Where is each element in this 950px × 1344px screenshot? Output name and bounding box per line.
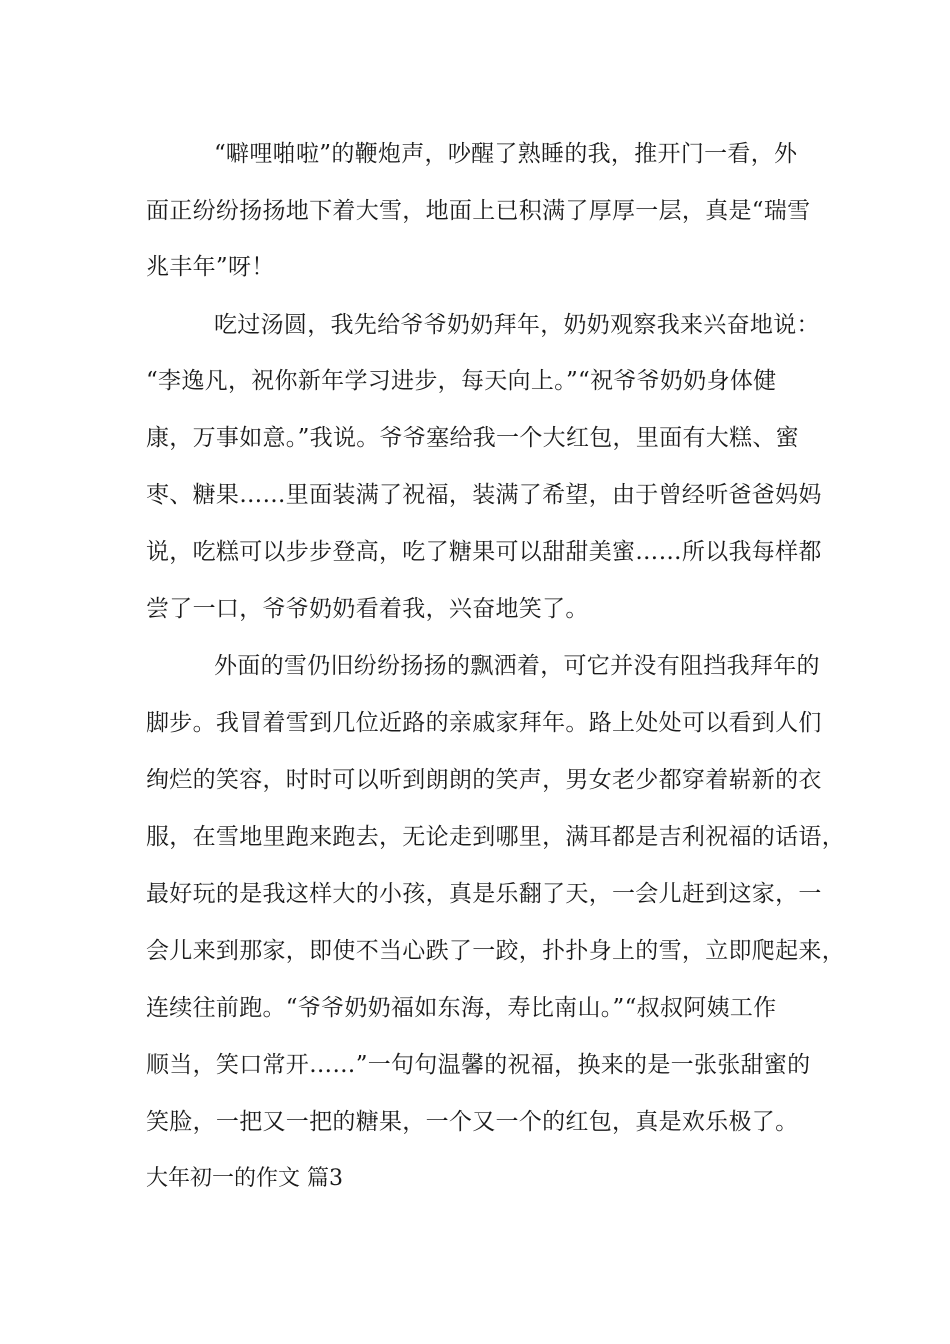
text-line: 服，在雪地里跑来跑去，无论走到哪里，满耳都是吉利祝福的话语， (146, 824, 845, 850)
text-line: 枣、糖果……里面装满了祝福，装满了希望，由于曾经听爸爸妈妈 (146, 482, 822, 508)
text-line: 吃过汤圆，我先给爷爷奶奶拜年，奶奶观察我来兴奋地说： (214, 312, 820, 338)
text-line: 会儿来到那家，即使不当心跌了一跤，扑扑身上的雪，立即爬起来， (146, 938, 845, 964)
text-line: 连续往前跑。“爷爷奶奶福如东海，寿比南山。”“叔叔阿姨工作 (146, 995, 777, 1021)
text-line: 外面的雪仍旧纷纷扬扬的飘洒着，可它并没有阻挡我拜年的 (214, 653, 820, 679)
text-line: 康，万事如意。”我说。爷爷塞给我一个大红包，里面有大糕、蜜 (146, 425, 799, 451)
text-line: 脚步。我冒着雪到几位近路的亲戚家拜年。路上处处可以看到人们 (146, 710, 822, 736)
text-line: 说，吃糕可以步步登高，吃了糖果可以甜甜美蜜……所以我每样都 (146, 539, 822, 565)
text-line: 顺当，笑口常开……”一句句温馨的祝福，换来的是一张张甜蜜的 (146, 1052, 811, 1078)
text-line: 尝了一口，爷爷奶奶看着我，兴奋地笑了。 (146, 596, 589, 622)
text-line: “李逸凡，祝你新年学习进步，每天向上。”“祝爷爷奶奶身体健 (146, 368, 777, 394)
text-line: “噼哩啪啦”的鞭炮声，吵醒了熟睡的我，推开门一看，外 (214, 141, 798, 167)
section-heading: 大年初一的作文 篇3 (146, 1166, 343, 1191)
text-line: 绚烂的笑容，时时可以听到朗朗的笑声，男女老少都穿着崭新的衣 (146, 767, 822, 793)
text-line: 兆丰年”呀！ (146, 254, 275, 280)
text-line: 笑脸，一把又一把的糖果，一个又一个的红包，真是欢乐极了。 (146, 1109, 799, 1135)
text-line: 面正纷纷扬扬地下着大雪，地面上已积满了厚厚一层，真是“瑞雪 (146, 198, 811, 224)
text-line: 最好玩的是我这样大的小孩，真是乐翻了天，一会儿赶到这家，一 (146, 881, 822, 907)
